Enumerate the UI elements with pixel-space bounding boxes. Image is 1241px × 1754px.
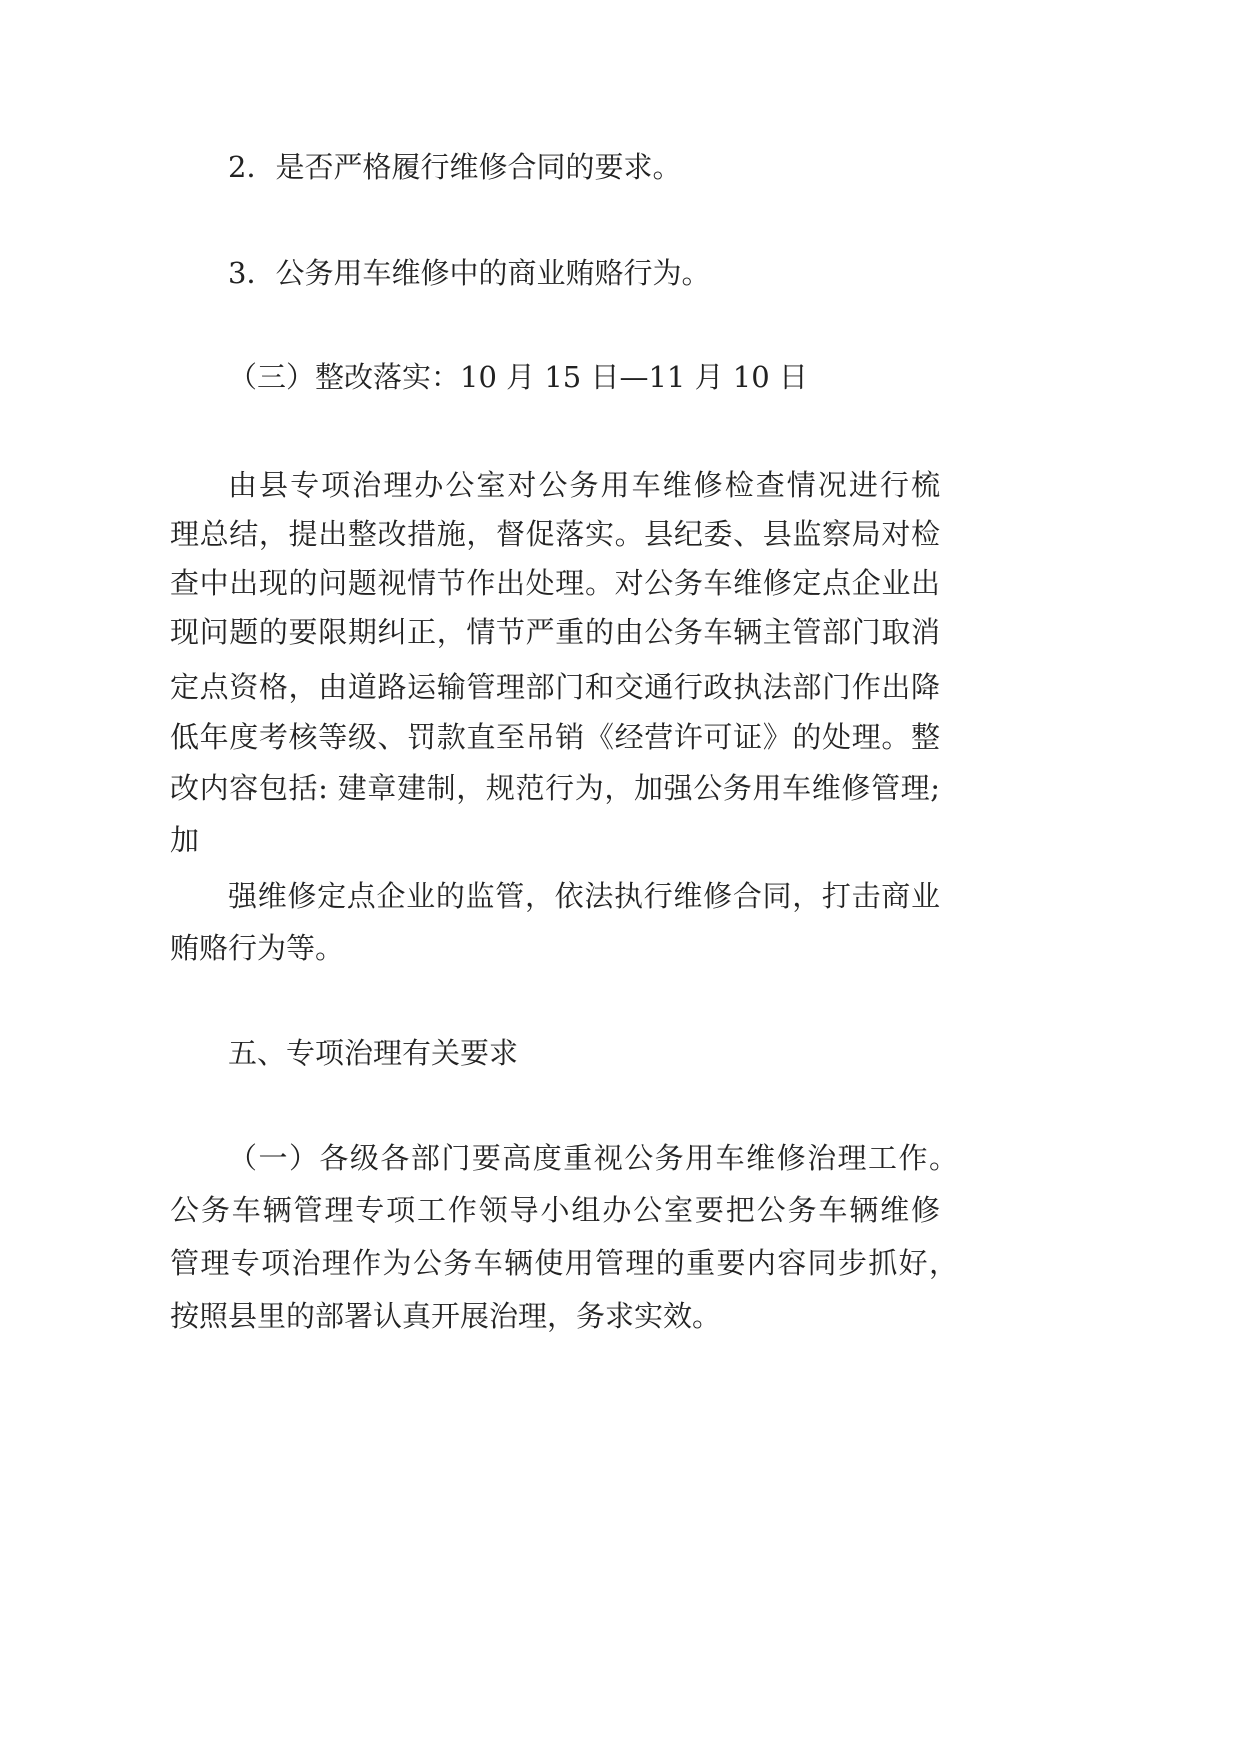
list-item-2: 2．是否严格履行维修合同的要求。 bbox=[228, 150, 682, 184]
list-item-3: 3．公务用车维修中的商业贿赂行为。 bbox=[228, 256, 711, 290]
section-heading: 五、专项治理有关要求 bbox=[228, 1036, 519, 1070]
paragraph-line: 管理专项治理作为公务车辆使用管理的重要内容同步抓好， bbox=[170, 1246, 958, 1280]
paragraph-line: 由县专项治理办公室对公务用车维修检查情况进行梳 bbox=[228, 468, 940, 502]
phase-heading-rectification: （三）整改落实：10 月 15 日—11 月 10 日 bbox=[228, 360, 808, 394]
paragraph-line: 低年度考核等级、罚款直至吊销《经营许可证》的处理。整 bbox=[170, 720, 940, 754]
paragraph-line: 查中出现的问题视情节作出处理。对公务车维修定点企业出 bbox=[170, 566, 940, 600]
paragraph-line: 公务车辆管理专项工作领导小组办公室要把公务车辆维修 bbox=[170, 1193, 940, 1227]
paragraph-line: 定点资格，由道路运输管理部门和交通行政执法部门作出降 bbox=[170, 670, 940, 704]
paragraph-line: 改内容包括: 建章建制，规范行为，加强公务用车维修管理; bbox=[170, 771, 940, 805]
paragraph-line: 理总结，提出整改措施，督促落实。县纪委、县监察局对检 bbox=[170, 517, 940, 551]
paragraph-line: 强维修定点企业的监管，依法执行维修合同，打击商业 bbox=[228, 879, 940, 913]
paragraph-line: 按照县里的部署认真开展治理，务求实效。 bbox=[170, 1299, 722, 1333]
paragraph-line: （一）各级各部门要高度重视公务用车维修治理工作。 bbox=[228, 1141, 958, 1175]
paragraph-line: 加 bbox=[170, 823, 200, 857]
paragraph-line: 贿赂行为等。 bbox=[170, 931, 345, 965]
paragraph-line: 现问题的要限期纠正，情节严重的由公务车辆主管部门取消 bbox=[170, 615, 940, 649]
